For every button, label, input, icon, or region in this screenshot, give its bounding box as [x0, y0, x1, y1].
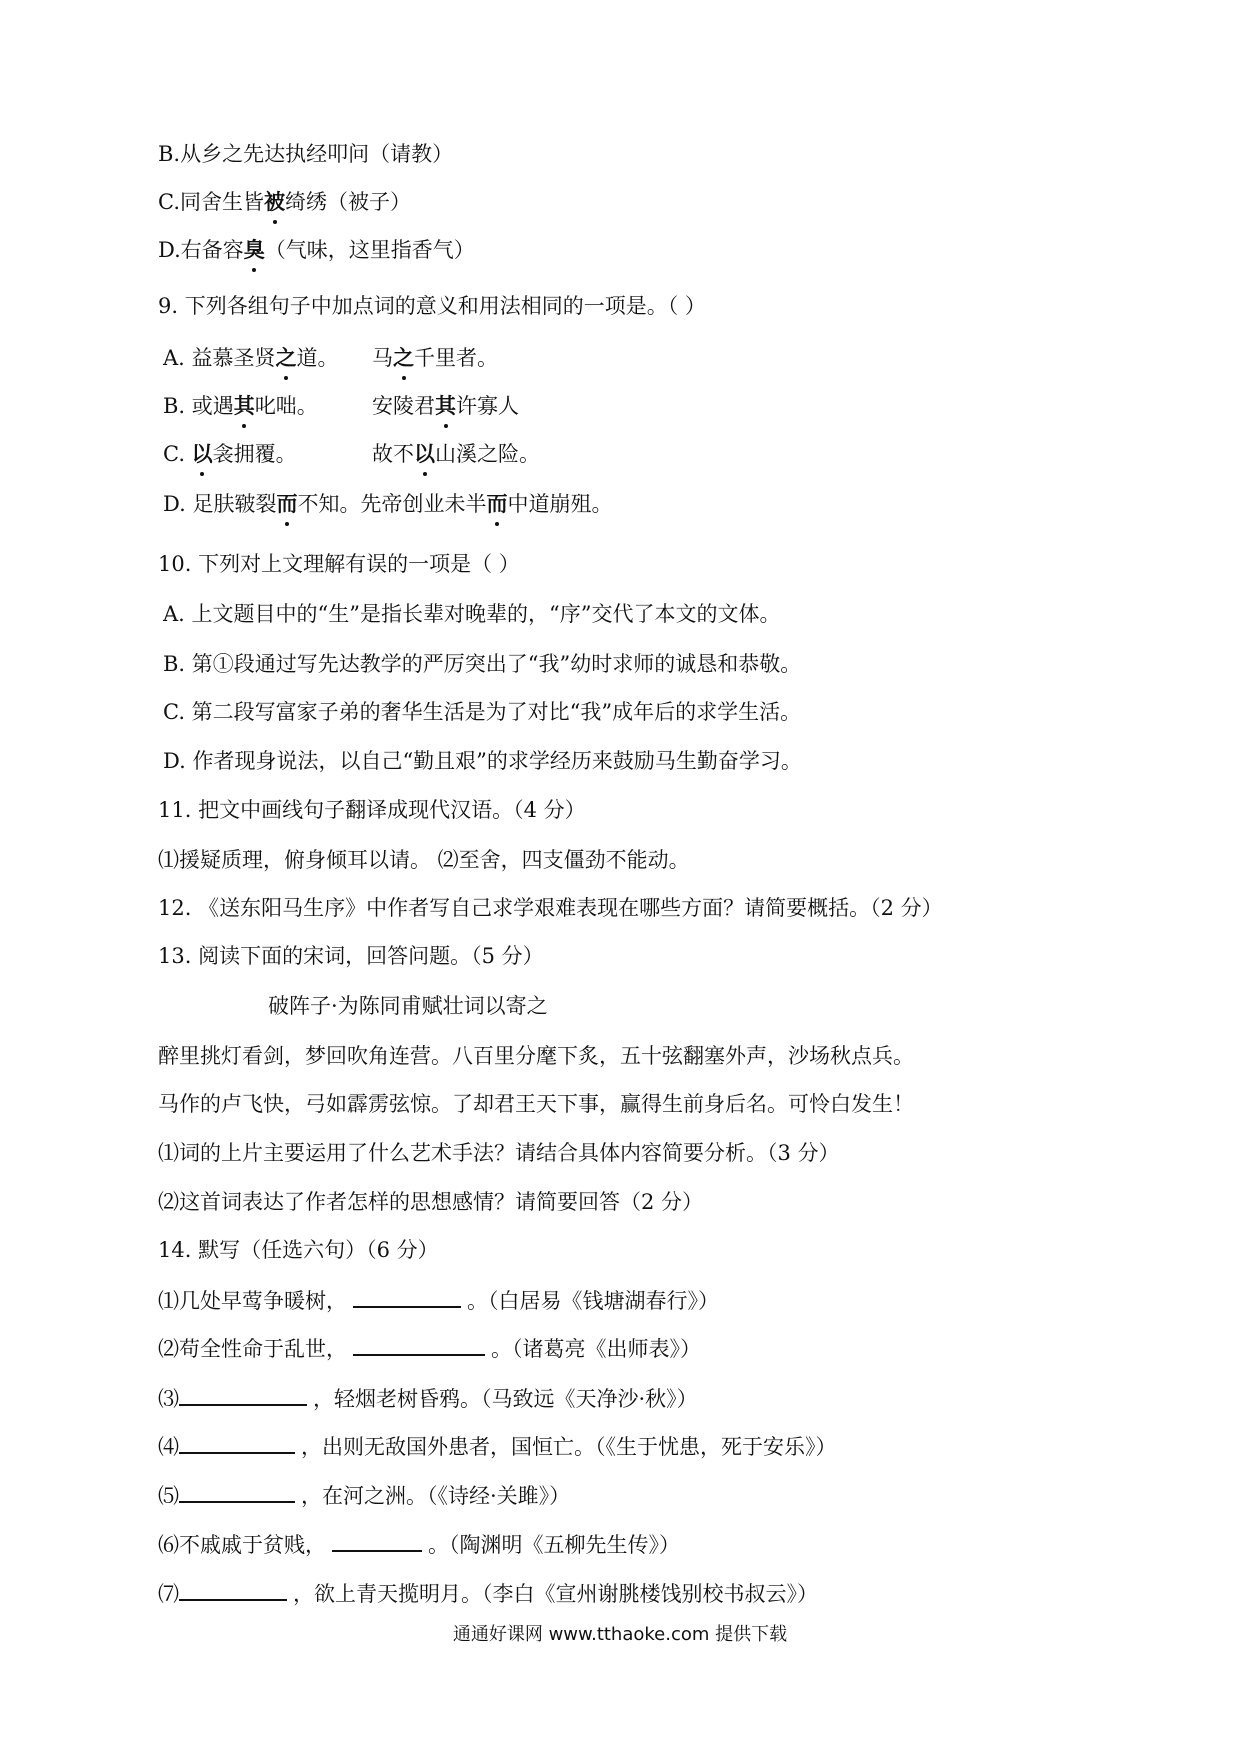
- poem-line: 醉里挑灯看剑，梦回吹角连营。八百里分麾下炙，五十弦翻塞外声，沙场秋点兵。: [158, 1044, 914, 1068]
- text: 道。: [296, 346, 339, 370]
- q9-option-a: [163, 344, 498, 372]
- text: C.同舍生皆: [158, 190, 264, 214]
- dotted-word: 之: [275, 345, 297, 370]
- q14-stem: 14. 默写（任选六句）（6 分）: [158, 1238, 439, 1262]
- q13-sub-2: ⑵这首词表达了作者怎样的思想感情？请简要回答（2 分）: [158, 1190, 704, 1214]
- dotted-word: 而: [486, 491, 508, 516]
- q14-item-7: [158, 1579, 818, 1608]
- text: ，在河之洲。（《诗经·关雎》）: [301, 1484, 571, 1508]
- q11-items: ⑴援疑质理，俯身倾耳以请。 ⑵至舍，四支僵劲不能动。: [158, 848, 690, 872]
- text: ⑸: [158, 1484, 179, 1508]
- text: C.: [163, 442, 192, 466]
- text: A. 益慕圣贤: [163, 346, 276, 370]
- q11-stem: 11. 把文中画线句子翻译成现代汉语。（4 分）: [158, 798, 586, 822]
- text: 衾拥覆。: [212, 442, 297, 466]
- text: ，轻烟老树昏鸦。（马致远《天净沙·秋》）: [313, 1387, 698, 1411]
- text: （气味，这里指香气）: [264, 238, 475, 262]
- q9-option-b: [163, 392, 519, 420]
- q10-option-c: C. 第二段写富家子弟的奢华生活是为了对比“我”成年后的求学生活。: [163, 700, 802, 724]
- text: 。（白居易《钱塘湖春行》）: [467, 1289, 719, 1313]
- q8-option-c: [158, 188, 411, 216]
- text: 千里者。: [414, 346, 498, 370]
- q8-option-d: [158, 236, 475, 264]
- text: ⑷: [158, 1435, 179, 1459]
- text: 。（诸葛亮《出师表》）: [491, 1337, 701, 1361]
- answer-blank[interactable]: [332, 1530, 422, 1552]
- text: ⑵苟全性命于乱世，: [158, 1337, 347, 1361]
- q9-stem: 9. 下列各组句子中加点词的意义和用法相同的一项是。（ ）: [158, 294, 706, 318]
- q9-option-c-second: [372, 440, 540, 468]
- q9-option-c: [163, 440, 540, 468]
- text: 山溪之险。: [435, 442, 540, 466]
- text: 绮绣（被子）: [285, 190, 411, 214]
- dotted-word: 而: [276, 491, 298, 516]
- text: 叱咄。: [254, 394, 318, 418]
- q9-option-b-second: [372, 392, 519, 420]
- q10-stem: 10. 下列对上文理解有误的一项是（ ）: [158, 552, 520, 576]
- poem-title: 破阵子·为陈同甫赋壮词以寄之: [268, 994, 548, 1018]
- poem-line: 马作的卢飞快，弓如霹雳弦惊。了却君王天下事，赢得生前身后名。可怜白发生！: [158, 1092, 914, 1116]
- q14-item-4: [158, 1432, 837, 1461]
- q13-sub-1: ⑴词的上片主要运用了什么艺术手法？请结合具体内容简要分析。（3 分）: [158, 1141, 840, 1165]
- text: 安陵君: [372, 394, 435, 418]
- dotted-word: 其: [435, 393, 456, 418]
- dotted-word: 以: [191, 441, 213, 466]
- dotted-word: 之: [393, 345, 414, 370]
- q14-item-6: [158, 1530, 680, 1559]
- text: ⑶: [158, 1387, 179, 1411]
- q10-option-b: B. 第①段通过写先达教学的严厉突出了“我”幼时求师的诚恳和恭敬。: [163, 652, 802, 676]
- q14-item-2: [158, 1334, 701, 1363]
- q14-item-1: [158, 1286, 719, 1315]
- q13-stem: 13. 阅读下面的宋词，回答问题。（5 分）: [158, 944, 544, 968]
- answer-blank[interactable]: [353, 1334, 485, 1356]
- q10-option-a: A. 上文题目中的“生”是指长辈对晚辈的，“序”交代了本文的文体。: [163, 602, 781, 626]
- text: B. 或遇: [163, 394, 234, 418]
- answer-blank[interactable]: [179, 1384, 307, 1406]
- answer-blank[interactable]: [353, 1286, 461, 1308]
- text: D.右备容: [158, 238, 244, 262]
- dotted-word: 以: [414, 441, 435, 466]
- text: ⑹不戚戚于贫贱，: [158, 1533, 326, 1557]
- text: 中道崩殂。: [507, 492, 613, 516]
- text: ，欲上青天揽明月。（李白《宣州谢朓楼饯别校书叔云》）: [293, 1582, 818, 1606]
- text: 不知。先帝创业未半: [297, 492, 487, 516]
- dotted-word: 被: [264, 189, 285, 214]
- q12-stem: 12. 《送东阳马生序》中作者写自己求学艰难表现在哪些方面？请简要概括。（2 分）: [158, 896, 943, 920]
- text: 故不: [372, 442, 414, 466]
- footer-watermark: 通通好课网 www.tthaoke.com 提供下载: [452, 1624, 788, 1645]
- text: 。（陶渊明《五柳先生传》）: [428, 1533, 680, 1557]
- q14-item-5: [158, 1481, 570, 1510]
- q9-option-d: [163, 490, 612, 518]
- q10-option-d: D. 作者现身说法，以自己“勤且艰”的求学经历来鼓励马生勤奋学习。: [163, 749, 802, 773]
- q14-item-3: [158, 1384, 698, 1413]
- answer-blank[interactable]: [179, 1579, 287, 1601]
- answer-blank[interactable]: [179, 1481, 295, 1503]
- text: ⑴几处早莺争暖树，: [158, 1289, 347, 1313]
- text: 马: [372, 346, 393, 370]
- text: ⑺: [158, 1582, 179, 1606]
- text: 许寡人: [456, 394, 519, 418]
- text: ，出则无敌国外患者，国恒亡。（《生于忧患，死于安乐》）: [301, 1435, 837, 1459]
- answer-blank[interactable]: [179, 1432, 295, 1454]
- dotted-word: 其: [233, 393, 255, 418]
- q8-option-b: B.从乡之先达执经叩问（请教）: [158, 142, 454, 166]
- q9-option-a-second: [372, 344, 498, 372]
- text: D. 足肤皲裂: [163, 492, 277, 516]
- dotted-word: 臭: [243, 237, 265, 262]
